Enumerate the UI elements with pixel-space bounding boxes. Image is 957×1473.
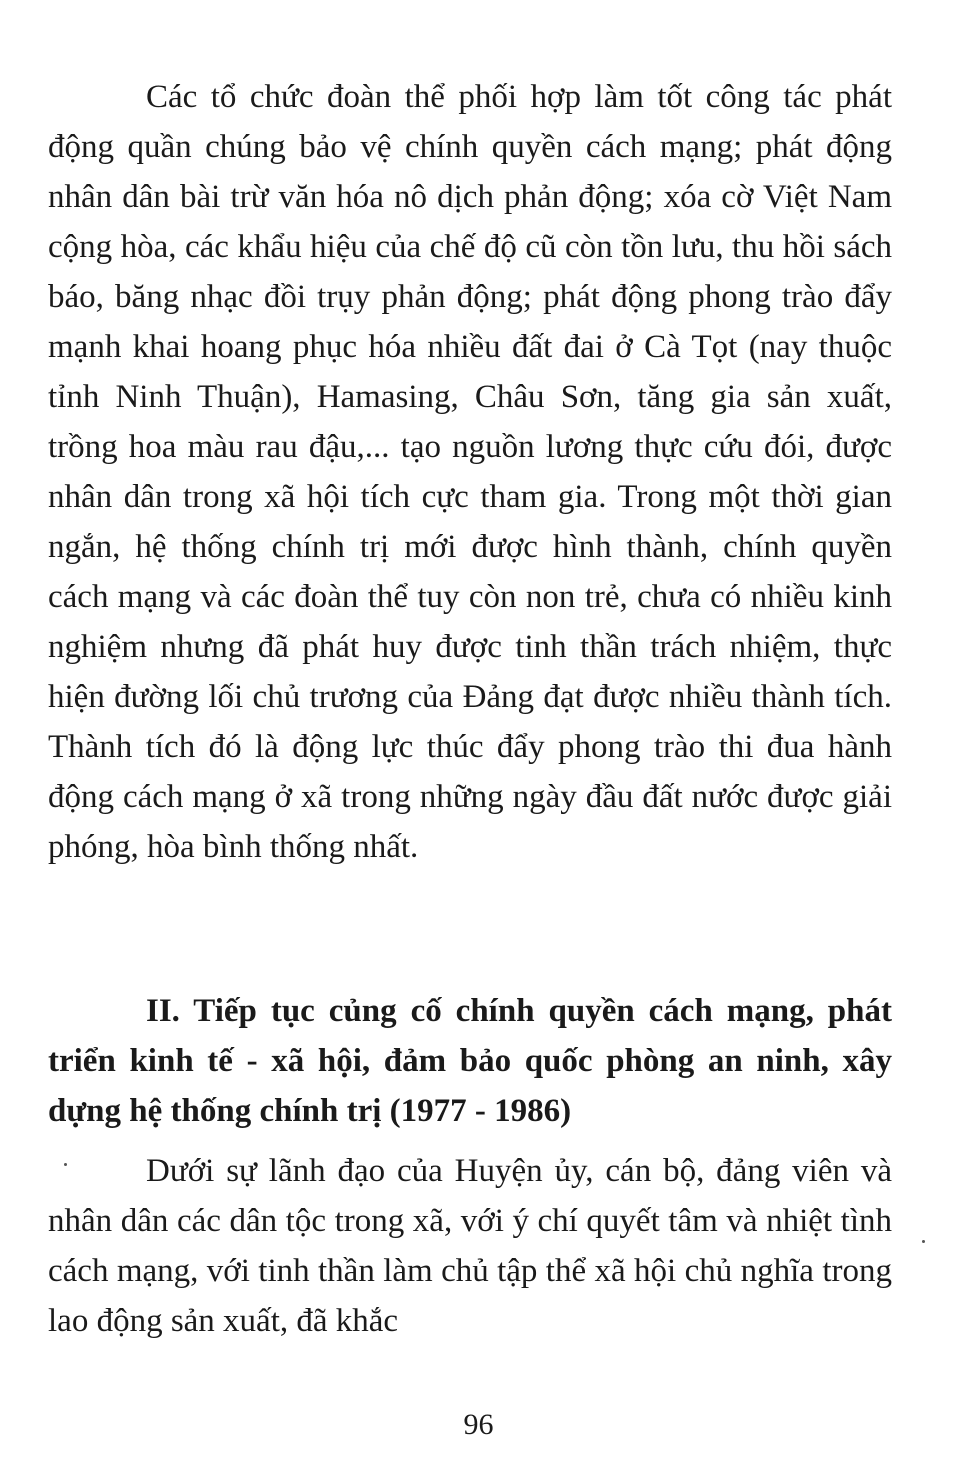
section-heading: II. Tiếp tục củng cố chính quyền cách mạng, phát triển kinh tế - xã hội, đảm bảo quốc phòng an ninh, xây dựng hệ thống chính trị (1977 - 1986) [48,993,892,1129]
body-paragraph-1: Các tổ chức đoàn thể phối hợp làm tốt công tác phát động quần chúng bảo vệ chính quyền cách mạng; phát động nhân dân bài trừ văn hóa nô dịch phản động; xóa cờ Việt Nam cộng hòa, các khẩu hiệu của chế độ cũ còn tồn lưu, thu hồi sách báo, băng nhạc đồi trụy phản động; phát động phong trào đẩy mạnh khai hoang phục hóa nhiều đất đai ở Cà Tọt (nay thuộc tỉnh Ninh Thuận), Hamasing, Châu Sơn, tăng gia sản xuất, trồng hoa màu rau đậu,... tạo nguồn lương thực cứu đói, được nhân dân trong xã hội tích cực tham gia. Trong một thời gian ngắn, hệ thống chính trị mới được hình thành, chính quyền cách mạng và các đoàn thể tuy còn non trẻ, chưa có nhiều kinh nghiệm nhưng đã phát huy được tinh thần trách nhiệm, thực hiện đường lối chủ trương của Đảng đạt được nhiều thành tích. Thành tích đó là động lực thúc đẩy phong trào thi đua hành động cách mạng ở xã trong những ngày đầu đất nước được giải phóng, hòa bình thống nhất. [48,79,892,865]
body-paragraph-2: Dưới sự lãnh đạo của Huyện ủy, cán bộ, đảng viên và nhân dân các dân tộc trong xã, với ý chí quyết tâm và nhiệt tình cách mạng, với tinh thần làm chủ tập thể xã hội chủ nghĩa trong lao động sản xuất, đã khắc [48,1153,892,1339]
page-number: 96 [463,1408,494,1441]
scan-speck [64,1163,67,1166]
scan-speck [922,1240,925,1243]
